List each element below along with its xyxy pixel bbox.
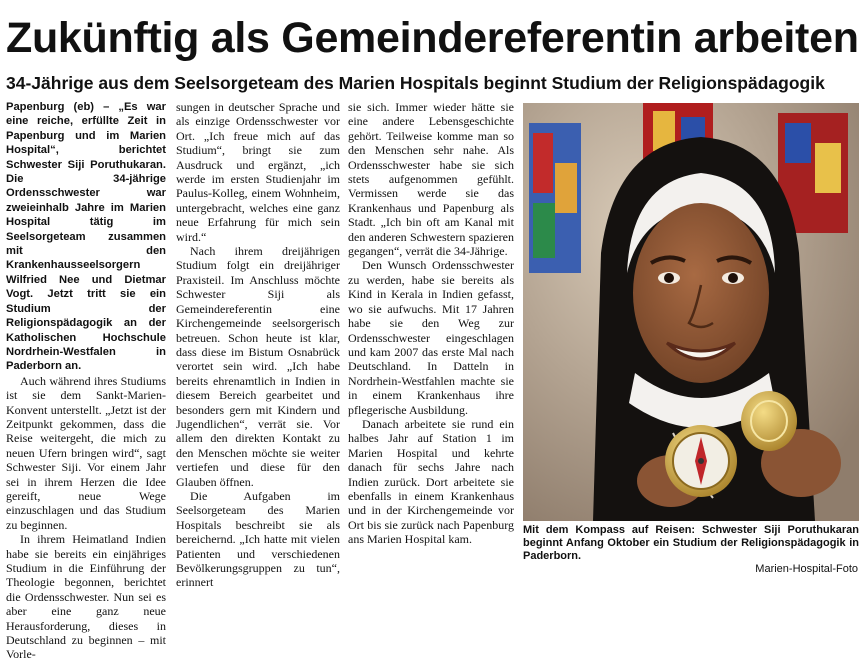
- article-photo: [523, 103, 859, 521]
- nun-with-compass-illustration: [523, 103, 859, 521]
- photo-caption: Mit dem Kompass auf Reisen: Schwester Siji Poruthukaran beginnt Anfang Oktober ein Studium der Religionspädagogik in Paderborn.: [523, 524, 859, 563]
- body-paragraph: sungen in deutscher Sprache und als einzige Ordensschwester vor Ort. „Ich freue mich auf das Studium“, bringt sie zum Ausdruck und ergänzt, „ich werde im ersten Studienjahr im Paulus-Kolleg, einem Wohnheim, untergebracht, welches eine ganz neue Erfahrung für mich sein wird.“: [176, 100, 340, 244]
- body-paragraph: Den Wunsch Ordensschwester zu werden, habe sie bereits als Kind in Kerala in Indien gefasst, wo sie aufwuchs. Mit 17 Jahren habe sie den Weg zur Ordensschwester eingeschlagen und kam 2007 das erste Mal nach Deutschland. In Datteln in Nordrhein-Westfahlen machte sie in einem Krankenhaus ihre pflegerische Ausbildung.: [348, 258, 514, 417]
- body-paragraph: sie sich. Immer wieder hätte sie eine andere Lebensgeschichte gehört. Teilweise komme man so den Menschen sehr nahe. Als Ordensschwester habe sie sich stets aufgenommen gefühlt. Vermissen werde sie das Krankenhaus und Papenburg als Stadt. „Ich bin oft am Kanal mit den anderen Schwestern spazieren gegangen“, verrät die 34-Jährige.: [348, 100, 514, 259]
- body-paragraph: Auch während ihres Studiums ist sie dem Sankt-Marien-Konvent unterstellt. „Jetzt ist der Zeitpunkt gekommen, dass die Reise weitergeht, die mich zu neuen Ufern bringen wird“, sagt Schwester Siji. Vor einem Jahr sei in ihrem Herzen die Idee gereift, neue Wege einzuschlagen und das Studium zu beginnen.: [6, 373, 166, 532]
- article-column-2: [176, 100, 340, 590]
- article-column-1: [6, 100, 166, 662]
- photo-credit: Marien-Hospital-Foto: [755, 563, 858, 575]
- article-column-3: [348, 100, 514, 576]
- body-paragraph: Nach ihrem dreijährigen Studium folgt ein dreijähriger Praxisteil. Im Anschluss möchte Schwester Siji als Gemeindereferentin eine Kirchengemeinde seelsorgerisch betreuen. Schon heute ist klar, dass diese im Bistum Osnabrück verortet sein wird. „Ich habe bereits ehrenamtlich in Indien in diesem Bereich gearbeitet und besonders gern mit Kindern und Jugendlichen“, verrät sie. Vor allem den direkten Kontakt zu den Menschen möchte sie weiter vertiefen und diese für den Glauben öffnen.: [176, 244, 340, 489]
- body-paragraph: In ihrem Heimatland Indien habe sie bereits ein einjähriges Studium in die Einführung der Theologie begonnen, berichtet die Ordensschwester. Nun sei es aber eine ganz neue Herausforderung, dieses in Deutschland zu beginnen – mit Vorle-: [6, 532, 166, 662]
- lead-paragraph: Papenburg (eb) – „Es war eine reiche, erfüllte Zeit in Papenburg und im Marien Hospital“, berichtet Schwester Siji Poruthukaran. Die 34-jährige Ordensschwester war zweieinhalb Jahre im Marien Hospital tätig im Seelsorgeteam zusammen mit den Krankenhausseelsorgern Wilfried Nee und Dietmar Vogt. Jetzt tritt sie ein Studium der Religionspädagogik an der Katholischen Hochschule Nordrhein-Westfalen in Paderborn an.: [6, 101, 166, 373]
- body-paragraph: Die Aufgaben im Seelsorgeteam des Marien Hospitals beschreibt sie als bereichernd. „Ich hatte mit vielen Patienten und verschiedenen Bevölkerungsgruppen zu tun“, erinnert: [176, 488, 340, 590]
- body-paragraph: Danach arbeitete sie rund ein halbes Jahr auf Station 1 im Marien Hospital und kehrte danach für sechs Jahre nach Indien zurück. Dort arbeitete sie ebenfalls in einem Krankenhaus und in der Kirchengemeinde vor Ort bis sie zurück nach Papenburg ans Marien Hospital kam.: [348, 416, 514, 547]
- headline: Zukünftig als Gemeindereferentin arbeiten: [6, 14, 859, 62]
- subheadline: 34-Jährige aus dem Seelsorgeteam des Marien Hospitals beginnt Studium der Religionspädagogik: [6, 73, 825, 93]
